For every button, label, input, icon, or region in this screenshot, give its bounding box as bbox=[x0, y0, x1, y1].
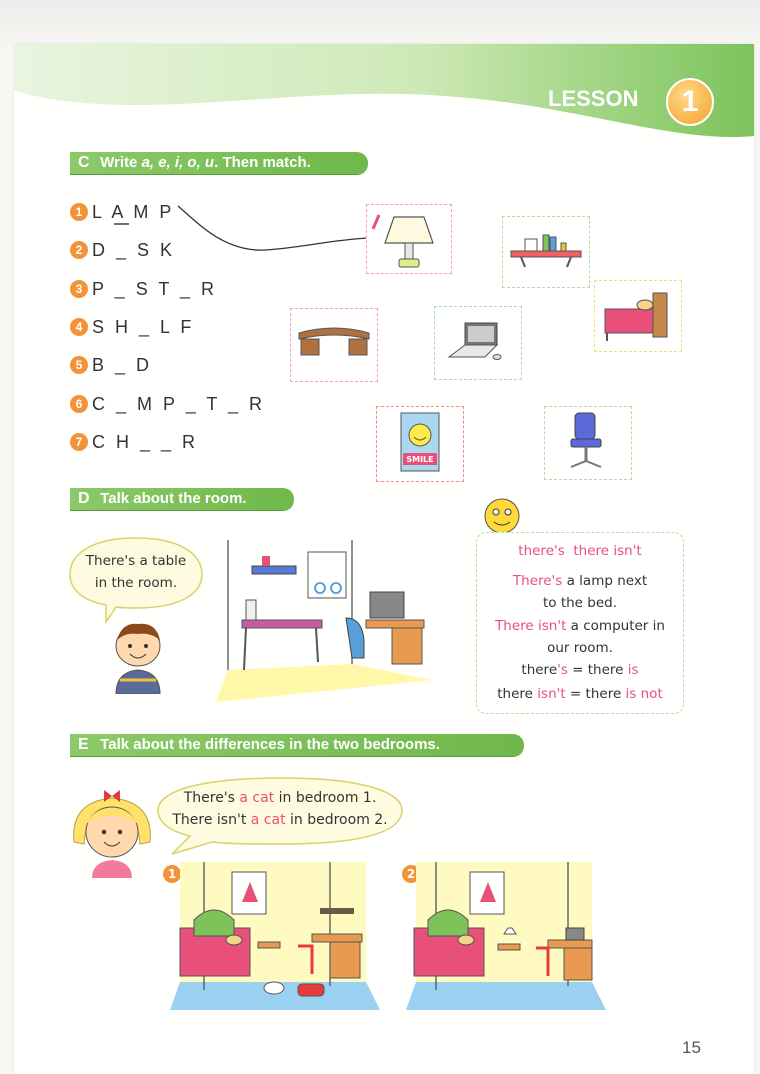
section-c-title-pre: Write bbox=[100, 154, 142, 171]
item-number: 4 bbox=[70, 318, 88, 336]
word-puzzle: D _ S K bbox=[92, 240, 176, 260]
grammar-example-1b: to the bed. bbox=[542, 595, 618, 611]
section-e-header bbox=[70, 734, 524, 756]
room-1-number: 1 bbox=[163, 865, 181, 883]
word-puzzle: L A M P bbox=[92, 202, 175, 222]
rule2-b: isn't bbox=[537, 686, 566, 702]
section-c-vowels: a, e, i, o, u bbox=[141, 154, 215, 171]
e2b: a cat bbox=[250, 812, 286, 828]
rule2-a: there bbox=[497, 686, 538, 702]
poster-label: SMILE bbox=[406, 455, 434, 464]
speech-line-2: in the room. bbox=[94, 575, 178, 591]
item-number: 2 bbox=[70, 241, 88, 259]
e2c: in bedroom 2. bbox=[285, 812, 388, 828]
lesson-number-badge: 1 bbox=[666, 78, 714, 126]
word-item-7[interactable] bbox=[70, 432, 198, 458]
section-c-header bbox=[70, 152, 368, 174]
e1c: in bedroom 1. bbox=[274, 790, 377, 806]
section-e-letter: E bbox=[78, 736, 89, 753]
bedroom-2-illustration bbox=[406, 862, 606, 1010]
rule1-d: is bbox=[627, 662, 639, 678]
word-puzzle: C H _ _ R bbox=[92, 432, 199, 452]
grammar-example-2 bbox=[477, 616, 683, 636]
picture-bed[interactable] bbox=[594, 280, 682, 352]
word-item-2[interactable] bbox=[70, 240, 175, 266]
grammar-box bbox=[476, 532, 684, 714]
section-e-title: Talk about the differences in the two bedrooms. bbox=[100, 736, 440, 753]
item-number: 5 bbox=[70, 356, 88, 374]
item-number: 7 bbox=[70, 433, 88, 451]
e2a: There isn't bbox=[172, 812, 251, 828]
girl-avatar bbox=[68, 790, 158, 880]
grammar-rule-2 bbox=[477, 684, 683, 704]
grammar-ex1-pink: There's bbox=[512, 573, 563, 589]
word-item-6[interactable] bbox=[70, 394, 265, 420]
e1b: a cat bbox=[239, 790, 275, 806]
grammar-ex2-pink: There isn't bbox=[495, 618, 567, 634]
word-puzzle: C _ M P _ T _ R bbox=[92, 394, 266, 414]
item-number: 6 bbox=[70, 395, 88, 413]
lamp-icon bbox=[367, 205, 451, 273]
speech-text-e bbox=[160, 787, 400, 831]
page-top-edge bbox=[0, 0, 760, 44]
word-item-5[interactable] bbox=[70, 355, 152, 381]
boy-avatar bbox=[108, 622, 168, 694]
item-number: 3 bbox=[70, 280, 88, 298]
item-number: 1 bbox=[70, 203, 88, 221]
rule1-c: = there bbox=[567, 662, 628, 678]
speech-line-1: There's a table bbox=[85, 553, 187, 569]
section-d-title: Talk about the room. bbox=[100, 490, 247, 507]
word-puzzle: B _ D bbox=[92, 355, 153, 375]
picture-shelf[interactable] bbox=[502, 216, 590, 288]
rule1-a: there bbox=[521, 662, 558, 678]
page-number: 15 bbox=[682, 1038, 701, 1057]
speech-e-line-1 bbox=[160, 787, 400, 809]
grammar-ex1-rest: a lamp next bbox=[562, 573, 648, 589]
room-illustration-d bbox=[216, 540, 432, 702]
grammar-heading bbox=[477, 541, 683, 561]
section-d-header bbox=[70, 488, 294, 510]
shelf-icon bbox=[503, 217, 589, 287]
picture-desk[interactable] bbox=[290, 308, 378, 382]
grammar-example-2b: our room. bbox=[547, 640, 613, 656]
bed-icon bbox=[595, 281, 681, 351]
word-item-4[interactable] bbox=[70, 317, 194, 343]
word-item-1 bbox=[70, 202, 174, 228]
grammar-ex2-rest: a computer in bbox=[566, 618, 665, 634]
grammar-example-1 bbox=[477, 571, 683, 591]
picture-poster[interactable] bbox=[376, 406, 464, 482]
grammar-head-b: there isn't bbox=[573, 543, 642, 559]
rule2-d: is not bbox=[625, 686, 663, 702]
lesson-label: LESSON bbox=[548, 86, 639, 111]
grammar-rule-1 bbox=[477, 660, 683, 680]
chair-icon bbox=[545, 407, 631, 479]
speech-e-line-2 bbox=[160, 809, 400, 831]
poster-icon bbox=[377, 407, 463, 481]
header-banner bbox=[14, 44, 754, 144]
section-d-letter: D bbox=[78, 490, 90, 507]
picture-lamp[interactable] bbox=[366, 204, 452, 274]
rule2-c: = there bbox=[565, 686, 626, 702]
room-2-number: 2 bbox=[402, 865, 420, 883]
bedroom-1-illustration bbox=[170, 862, 380, 1010]
rule1-b: 's bbox=[557, 662, 568, 678]
speech-text-d bbox=[70, 550, 202, 594]
laptop-icon bbox=[435, 307, 521, 379]
section-c-title-post: . Then match. bbox=[214, 154, 311, 171]
grammar-head-a: there's bbox=[518, 543, 565, 559]
desk-icon bbox=[291, 309, 377, 381]
word-item-3[interactable] bbox=[70, 279, 217, 305]
section-c-letter: C bbox=[78, 154, 90, 171]
word-puzzle: P _ S T _ R bbox=[92, 279, 218, 299]
e1a: There's bbox=[183, 790, 240, 806]
picture-computer[interactable] bbox=[434, 306, 522, 380]
word-puzzle: S H _ L F bbox=[92, 317, 195, 337]
picture-chair[interactable] bbox=[544, 406, 632, 480]
